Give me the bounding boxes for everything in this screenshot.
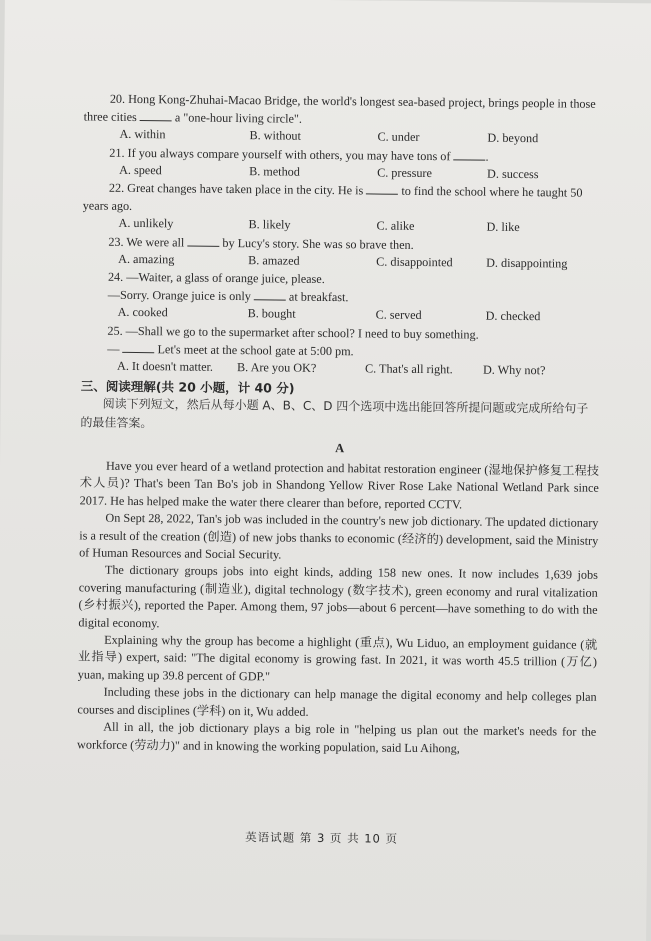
option-a: A. It doesn't matter. bbox=[117, 358, 214, 374]
option-d: D. checked bbox=[485, 308, 541, 324]
option-c: C. That's all right. bbox=[364, 360, 453, 376]
option-b: B. Are you OK? bbox=[236, 359, 317, 375]
option-c: C. under bbox=[377, 129, 420, 144]
answer-blank bbox=[254, 288, 286, 300]
question-stem: 23. We were all bbox=[108, 234, 188, 250]
option-b: B. likely bbox=[248, 217, 291, 232]
option-a: A. amazing bbox=[118, 251, 175, 266]
question-stem: 24. —Waiter, a glass of orange juice, please. bbox=[107, 269, 325, 286]
question-24 bbox=[82, 267, 602, 326]
passage-paragraph: Have you ever heard of a wetland protection and habitat restoration engineer (湿地保护修复工程技术人员)? That's been Tan Bo's job in Shandong Yellow River Rose Lake National Wetland Park since 2017. He has helped make the water there clearer than before, reported CCTV. bbox=[79, 458, 600, 512]
dialogue-reply: — bbox=[107, 341, 123, 356]
option-c: C. pressure bbox=[377, 165, 433, 180]
option-b: B. without bbox=[249, 128, 302, 143]
question-22 bbox=[82, 178, 602, 237]
answer-blank bbox=[453, 148, 485, 160]
question-stem-end: by Lucy's story. She was so brave then. bbox=[219, 235, 414, 252]
passage-paragraph: Including these jobs in the dictionary can help manage the digital economy and help colleges plan courses and disciplines (学科) on it, Wu added. bbox=[77, 684, 597, 719]
option-a: A. unlikely bbox=[118, 215, 174, 231]
option-c: C. served bbox=[375, 307, 422, 322]
option-d: D. disappointing bbox=[486, 255, 568, 271]
option-d: D. beyond bbox=[487, 130, 539, 146]
question-stem-end: to find the school where he taught 50 years ago. bbox=[82, 183, 583, 213]
passage-paragraph: Explaining why the group has become a highlight (重点), Wu Liduo, an employment guidance (就业指导) expert, said: "The digital economy is growing fast. In 2021, it was worth 45.5 trillion (万亿) yuan, making up 39.8 percent of GDP." bbox=[77, 632, 598, 684]
question-stem: 22. Great changes have taken place in the city. He is bbox=[108, 180, 367, 198]
section-instruction: 阅读下列短文，然后从每小题 A、B、C、D 四个选项中选出能回答所提问题或完成所给句子的最佳答案。 bbox=[80, 396, 589, 431]
option-b: B. amazed bbox=[248, 252, 300, 268]
question-21 bbox=[83, 143, 602, 184]
option-d: D. success bbox=[487, 166, 539, 181]
option-d: D. like bbox=[486, 219, 520, 235]
passage-paragraph: On Sept 28, 2022, Tan's job was included in the country's new job dictionary. The updated dictionary is a result of the creation (创造) of new jobs thanks to economic (经济的) development, said the Ministry of Human Resources and Social Security. bbox=[79, 510, 599, 562]
dialogue-reply-end: Let's meet at the school gate at 5:00 pm. bbox=[154, 341, 354, 358]
passage-paragraph: The dictionary groups jobs into eight kinds, adding 158 new ones. It now includes 1,639 jobs covering manufacturing (制造业), digital technology (数字技术), green economy and rural vitalization (乡村振兴), reported the Paper. Among them, 97 jobs—about 6 percent—have something to do with the digital economy. bbox=[78, 563, 598, 630]
question-stem: 21. If you always compare yourself with others, you may have tons of bbox=[109, 145, 454, 163]
passage-paragraph: All in all, the job dictionary plays a big role in "helping us plan out the market's needs for the workforce (劳动力)" and in knowing the working population, said Lu Aihong, bbox=[77, 719, 597, 755]
page-footer: 英语试题 第 3 页 共 10 页 bbox=[245, 830, 399, 846]
option-b: B. method bbox=[249, 163, 300, 179]
answer-blank bbox=[122, 340, 154, 352]
option-c: C. disappointed bbox=[376, 254, 453, 269]
option-a: A. cooked bbox=[117, 304, 168, 320]
dialogue-reply: —Sorry. Orange juice is only bbox=[107, 287, 254, 304]
option-a: A. speed bbox=[119, 162, 162, 177]
section-heading: 三、阅读理解(共 20 小题，计 40 分) bbox=[80, 378, 295, 396]
dialogue-reply-end: at breakfast. bbox=[285, 289, 349, 305]
option-d: D. Why not? bbox=[482, 362, 546, 377]
answer-blank bbox=[366, 182, 398, 194]
passage-title: A bbox=[335, 441, 345, 456]
question-stem-end: a "one-hour living circle". bbox=[171, 110, 303, 126]
question-23 bbox=[82, 232, 601, 273]
option-a: A. within bbox=[119, 126, 166, 142]
question-stem: 25. —Shall we go to the supermarket after school? I need to buy something. bbox=[107, 323, 479, 342]
answer-blank bbox=[140, 109, 172, 121]
answer-blank bbox=[187, 234, 219, 246]
question-stem: 20. Hong Kong-Zhuhai-Macao Bridge, the world's longest sea-based project, brings people in those three cities bbox=[83, 91, 596, 125]
option-b: B. bought bbox=[247, 306, 296, 321]
question-20 bbox=[83, 89, 603, 148]
option-c: C. alike bbox=[376, 218, 415, 233]
question-25 bbox=[81, 321, 601, 380]
question-stem-end: . bbox=[485, 149, 489, 164]
